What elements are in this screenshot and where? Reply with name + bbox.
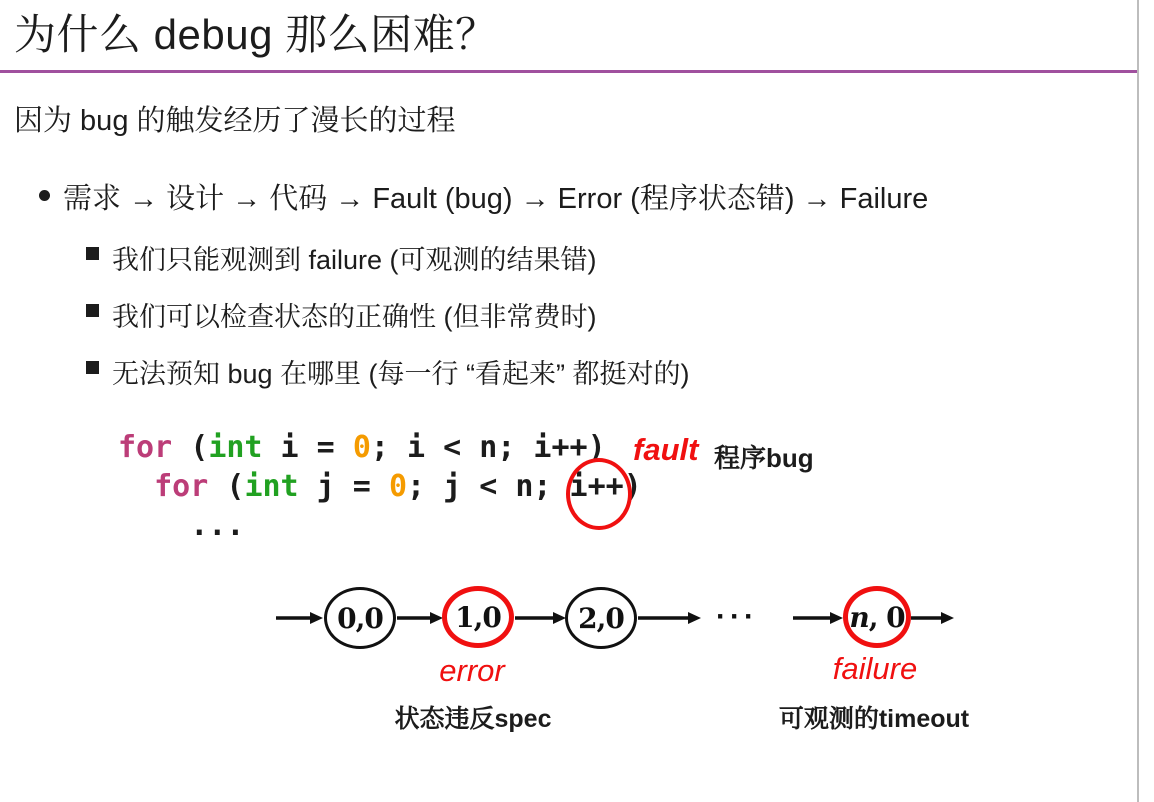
square-bullet-icon	[86, 247, 99, 260]
transition-arrow-icon	[397, 610, 443, 626]
error-label: error	[439, 653, 505, 688]
bullet-dot-icon	[39, 190, 50, 201]
state-node-label: 2,0	[578, 601, 624, 635]
code-token: j =	[298, 469, 389, 504]
code-token: int	[208, 430, 263, 465]
code-line	[118, 508, 244, 544]
code-line	[118, 469, 642, 505]
transition-arrow-icon	[638, 610, 701, 626]
code-token: 0	[352, 430, 371, 465]
state-node-label: n	[849, 600, 869, 634]
slide-right-border	[1137, 0, 1139, 802]
state-node-0-0	[324, 587, 396, 649]
failure-label: failure	[832, 651, 918, 686]
intro-text: 因为 bug 的触发经历了漫长的过程	[14, 105, 456, 137]
state-node-label: 0,0	[337, 601, 383, 635]
state-node-label: , 0	[868, 600, 905, 634]
error-caption: 状态违反spec	[394, 705, 552, 733]
code-token: for	[118, 430, 173, 465]
fault-label: fault	[633, 432, 699, 467]
fault-note: 程序bug	[714, 443, 814, 473]
transition-arrow-icon	[515, 610, 566, 626]
process-chain-text: 需求 → 设计 → 代码 → Fault (bug) → Error (程序状态错) → Failure	[63, 183, 929, 215]
state-node-2-0	[565, 587, 637, 649]
sub-bullet-unknown-bug-location: 无法预知 bug 在哪里 (每一行 “看起来” 都挺对的)	[112, 359, 690, 389]
code-token: ; i < n; i++)	[370, 430, 606, 465]
transition-arrow-icon	[276, 610, 323, 626]
bug-circle-annotation-icon	[566, 458, 632, 530]
sub-bullet-observe-failure: 我们只能观测到 failure (可观测的结果错)	[112, 245, 597, 275]
title-divider	[0, 70, 1137, 73]
code-token: int	[244, 469, 299, 504]
ellipsis-dots: ···	[716, 600, 758, 633]
code-token: i =	[262, 430, 353, 465]
code-token: ; j < n; i++)	[407, 469, 642, 504]
code-token: (	[208, 469, 245, 504]
state-node-n-0-failure	[843, 586, 911, 648]
code-line	[118, 430, 606, 466]
transition-arrow-icon	[911, 610, 954, 626]
sub-bullet-check-state: 我们可以检查状态的正确性 (但非常费时)	[112, 302, 597, 332]
square-bullet-icon	[86, 361, 99, 374]
code-token: (	[172, 430, 209, 465]
failure-caption: 可观测的timeout	[778, 705, 970, 733]
state-node-1-0-error	[442, 586, 514, 648]
state-node-label: 1,0	[455, 600, 501, 634]
square-bullet-icon	[86, 304, 99, 317]
page-title: 为什么 debug 那么困难？	[14, 11, 498, 58]
code-token: for	[154, 469, 209, 504]
code-token: ...	[118, 508, 245, 543]
code-token	[118, 469, 154, 504]
code-token: 0	[388, 469, 407, 504]
transition-arrow-icon	[793, 610, 843, 626]
